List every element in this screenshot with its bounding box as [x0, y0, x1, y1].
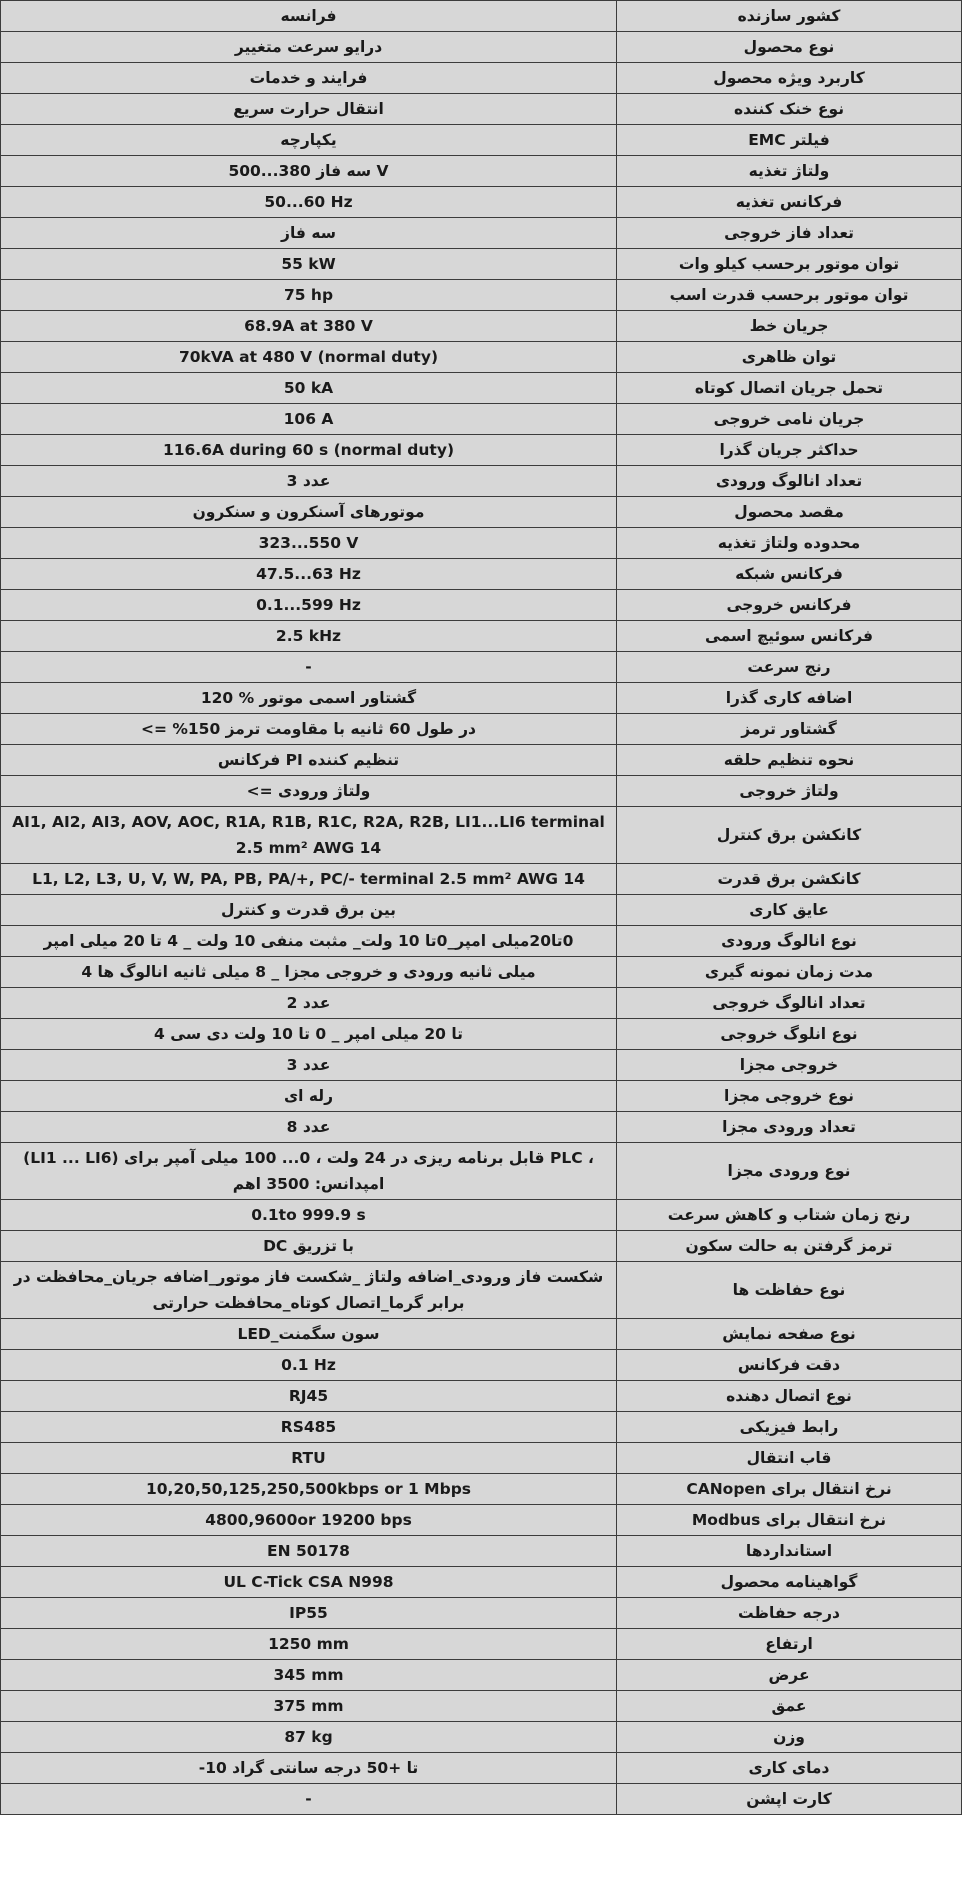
spec-value-text: 70kVA at 480 V (normal duty) — [178, 348, 439, 366]
spec-value — [1, 1536, 617, 1567]
spec-value: بین برق قدرت و کنترل — [1, 895, 617, 926]
spec-value — [1, 311, 617, 342]
table-row — [1, 1691, 962, 1722]
spec-label: نوع خروجی مجزا — [617, 1081, 962, 1112]
spec-value — [1, 280, 617, 311]
spec-label: گواهینامه محصول — [617, 1567, 962, 1598]
spec-label: جریان نامی خروجی — [617, 404, 962, 435]
spec-label: خروجی مجزا — [617, 1050, 962, 1081]
spec-label: نحوه تنظیم حلقه — [617, 745, 962, 776]
table-row — [1, 1536, 962, 1567]
spec-value-text: سه فاز 380...500 V — [228, 162, 389, 180]
spec-value — [1, 1598, 617, 1629]
table-row — [1, 342, 962, 373]
spec-value: موتورهای آسنکرون و سنکرون — [1, 497, 617, 528]
spec-value-text: 10,20,50,125,250,500kbps or 1 Mbps — [145, 1480, 472, 1498]
spec-value — [1, 864, 617, 895]
spec-label: فرکانس شبکه — [617, 559, 962, 590]
spec-value: فرایند و خدمات — [1, 63, 617, 94]
spec-value — [1, 1381, 617, 1412]
spec-label: تحمل جریان اتصال کوتاه — [617, 373, 962, 404]
spec-value: درایو سرعت متغییر — [1, 32, 617, 63]
table-row — [1, 590, 962, 621]
spec-value: ، PLC قابل برنامه ریزی در 24 ولت ، 0... 100 میلی آمپر برای (LI1 ... LI6) امپدانس: 3500 اهم — [1, 1143, 617, 1200]
spec-value: سون سگمنت_LED — [1, 1319, 617, 1350]
table-row — [1, 125, 962, 156]
spec-label: رنج سرعت — [617, 652, 962, 683]
spec-value — [1, 187, 617, 218]
spec-label: نوع خنک کننده — [617, 94, 962, 125]
table-row — [1, 683, 962, 714]
spec-value-text: RS485 — [280, 1418, 337, 1436]
spec-label: وزن — [617, 1722, 962, 1753]
spec-value: 0تا20میلی امپر_0تا 10 ولت_ مثبت منفی 10 ولت _ 4 تا 20 میلی امپر — [1, 926, 617, 957]
spec-value-text: 87 kg — [284, 1728, 333, 1746]
spec-value — [1, 1722, 617, 1753]
spec-label: ولتاژ تغذیه — [617, 156, 962, 187]
spec-label: عایق کاری — [617, 895, 962, 926]
spec-label: رنج زمان شتاب و کاهش سرعت — [617, 1200, 962, 1231]
table-row — [1, 621, 962, 652]
spec-value: - — [1, 1784, 617, 1815]
spec-label: کارت اپشن — [617, 1784, 962, 1815]
spec-label: فیلتر EMC — [617, 125, 962, 156]
spec-value — [1, 156, 617, 187]
table-row — [1, 895, 962, 926]
spec-value — [1, 249, 617, 280]
spec-label: اضافه کاری گذرا — [617, 683, 962, 714]
table-row — [1, 776, 962, 807]
spec-value — [1, 1505, 617, 1536]
spec-label: کانکشن برق قدرت — [617, 864, 962, 895]
table-row — [1, 1081, 962, 1112]
spec-value — [1, 1412, 617, 1443]
spec-value — [1, 1200, 617, 1231]
table-row — [1, 1350, 962, 1381]
table-row — [1, 528, 962, 559]
spec-label: محدوده ولتاژ تغذیه — [617, 528, 962, 559]
spec-value-text: 0.1 Hz — [281, 1356, 336, 1374]
spec-value — [1, 590, 617, 621]
spec-value: عدد 3 — [1, 466, 617, 497]
table-row — [1, 988, 962, 1019]
spec-value: سه فاز — [1, 218, 617, 249]
table-row — [1, 745, 962, 776]
spec-value — [1, 1567, 617, 1598]
spec-value: با تزریق DC — [1, 1231, 617, 1262]
table-row — [1, 1262, 962, 1319]
spec-label: تعداد انالوگ ورودی — [617, 466, 962, 497]
spec-label: کاربرد ویژه محصول — [617, 63, 962, 94]
spec-value: ولتاژ ورودی => — [1, 776, 617, 807]
spec-value — [1, 1660, 617, 1691]
spec-value — [1, 1629, 617, 1660]
spec-value: عدد 3 — [1, 1050, 617, 1081]
spec-value: عدد 2 — [1, 988, 617, 1019]
spec-label: فرکانس سوئیچ اسمی — [617, 621, 962, 652]
spec-label: فرکانس تغذیه — [617, 187, 962, 218]
spec-value-text: 0.1...599 Hz — [256, 596, 361, 614]
spec-value: انتقال حرارت سریع — [1, 94, 617, 125]
spec-value-text: 323...550 V — [258, 534, 359, 552]
spec-value: عدد 8 — [1, 1112, 617, 1143]
spec-value: تا 20 میلی امپر _ 0 تا 10 ولت دی سی 4 — [1, 1019, 617, 1050]
spec-value-text: 375 mm — [273, 1697, 344, 1715]
spec-label: توان موتور برحسب کیلو وات — [617, 249, 962, 280]
table-row — [1, 280, 962, 311]
spec-label: نوع انالوگ ورودی — [617, 926, 962, 957]
table-row — [1, 1019, 962, 1050]
spec-value-text: 106 A — [283, 410, 334, 428]
spec-label: مقصد محصول — [617, 497, 962, 528]
table-row — [1, 32, 962, 63]
table-row — [1, 1231, 962, 1262]
spec-label: ولتاژ خروجی — [617, 776, 962, 807]
spec-value-text: 0.1to 999.9 s — [251, 1206, 366, 1224]
spec-value: یکپارچه — [1, 125, 617, 156]
spec-value — [1, 435, 617, 466]
spec-label: جریان خط — [617, 311, 962, 342]
table-row — [1, 1784, 962, 1815]
spec-value-text: UL C-Tick CSA N998 — [223, 1573, 394, 1591]
table-row — [1, 156, 962, 187]
spec-value-text: 4800,9600or 19200 bps — [205, 1511, 412, 1529]
spec-value: گشتاور اسمی موتور % 120 — [1, 683, 617, 714]
spec-value — [1, 1474, 617, 1505]
table-row — [1, 1, 962, 32]
spec-value — [1, 342, 617, 373]
spec-label: نوع صفحه نمایش — [617, 1319, 962, 1350]
table-row — [1, 94, 962, 125]
spec-label: کانکشن برق کنترل — [617, 807, 962, 864]
table-row — [1, 1319, 962, 1350]
spec-label: ترمز گرفتن به حالت سکون — [617, 1231, 962, 1262]
spec-value — [1, 1443, 617, 1474]
spec-label: تعداد انالوگ خروجی — [617, 988, 962, 1019]
spec-label: نوع ورودی مجزا — [617, 1143, 962, 1200]
spec-label: قاب انتقال — [617, 1443, 962, 1474]
spec-label: دمای کاری — [617, 1753, 962, 1784]
table-row — [1, 1660, 962, 1691]
spec-value-text: 2.5 kHz — [275, 627, 342, 645]
spec-value-text: 116.6A during 60 s (normal duty) — [162, 441, 455, 459]
spec-value-text: 50 kA — [283, 379, 334, 397]
table-row — [1, 187, 962, 218]
spec-value — [1, 1691, 617, 1722]
table-row — [1, 1753, 962, 1784]
spec-value-text: L1, L2, L3, U, V, W, PA, PB, PA/+, PC/- terminal 2.5 mm² AWG 14 — [32, 870, 585, 888]
spec-label: فرکانس خروجی — [617, 590, 962, 621]
spec-label: نوع انلوگ خروجی — [617, 1019, 962, 1050]
spec-value: تنظیم کننده PI فرکانس — [1, 745, 617, 776]
table-row — [1, 1050, 962, 1081]
spec-label: عمق — [617, 1691, 962, 1722]
spec-value-text: 55 kW — [281, 255, 336, 273]
table-row — [1, 63, 962, 94]
spec-value-text: 1250 mm — [268, 1635, 349, 1653]
table-row — [1, 1443, 962, 1474]
spec-label: حداکثر جریان گذرا — [617, 435, 962, 466]
table-row — [1, 218, 962, 249]
spec-value: میلی ثانیه ورودی و خروجی مجزا _ 8 میلی ثانیه انالوگ ها 4 — [1, 957, 617, 988]
spec-value: رله ای — [1, 1081, 617, 1112]
spec-value-text: EN 50178 — [267, 1542, 350, 1560]
table-row — [1, 864, 962, 895]
table-row — [1, 373, 962, 404]
spec-label: استانداردها — [617, 1536, 962, 1567]
spec-value — [1, 404, 617, 435]
spec-value-text: 47.5...63 Hz — [256, 565, 361, 583]
table-row — [1, 249, 962, 280]
table-row — [1, 497, 962, 528]
spec-label: درجه حفاظت — [617, 1598, 962, 1629]
spec-label: نوع اتصال دهنده — [617, 1381, 962, 1412]
spec-value — [1, 559, 617, 590]
table-row — [1, 1143, 962, 1200]
table-row — [1, 926, 962, 957]
spec-value-text: IP55 — [289, 1604, 328, 1622]
spec-label: نرخ انتقال برای Modbus — [617, 1505, 962, 1536]
spec-label: ارتفاع — [617, 1629, 962, 1660]
table-row — [1, 1505, 962, 1536]
table-row — [1, 1412, 962, 1443]
spec-value: فرانسه — [1, 1, 617, 32]
spec-value-text: 345 mm — [273, 1666, 344, 1684]
spec-value-text: AI1, AI2, AI3, AOV, AOC, R1A, R1B, R1C, R2A, R2B, LI1...LI6 terminal 2.5 mm² AWG 14 — [12, 813, 605, 857]
spec-value-text: 50...60 Hz — [264, 193, 353, 211]
table-row — [1, 1381, 962, 1412]
spec-label: تعداد فاز خروجی — [617, 218, 962, 249]
spec-label: تعداد ورودی مجزا — [617, 1112, 962, 1143]
spec-value: در طول 60 ثانیه با مقاومت ترمز 150% => — [1, 714, 617, 745]
spec-value — [1, 621, 617, 652]
table-row — [1, 807, 962, 864]
table-row — [1, 404, 962, 435]
spec-label: توان ظاهری — [617, 342, 962, 373]
spec-table-body — [1, 1, 962, 1815]
table-row — [1, 714, 962, 745]
spec-label: کشور سازنده — [617, 1, 962, 32]
spec-value — [1, 807, 617, 864]
table-row — [1, 1474, 962, 1505]
table-row — [1, 1722, 962, 1753]
spec-label: نرخ انتقال برای CANopen — [617, 1474, 962, 1505]
spec-label: گشتاور ترمز — [617, 714, 962, 745]
table-row — [1, 311, 962, 342]
spec-value: - — [1, 652, 617, 683]
spec-value-text: 75 hp — [283, 286, 334, 304]
spec-value: تا +50 درجه سانتی گراد 10- — [1, 1753, 617, 1784]
table-row — [1, 957, 962, 988]
spec-value — [1, 373, 617, 404]
spec-label: توان موتور برحسب قدرت اسب — [617, 280, 962, 311]
table-row — [1, 1567, 962, 1598]
table-row — [1, 1112, 962, 1143]
spec-value — [1, 528, 617, 559]
table-row — [1, 1200, 962, 1231]
spec-value-text: 68.9A at 380 V — [244, 317, 373, 335]
spec-value: شکست فاز ورودی_اضافه ولتاژ _شکست فاز موتور_اضافه جریان_محافظت در برابر گرما_اتصال کوتاه_محافظت حرارتی — [1, 1262, 617, 1319]
spec-label: نوع حفاظت ها — [617, 1262, 962, 1319]
spec-label: دقت فرکانس — [617, 1350, 962, 1381]
spec-label: رابط فیزیکی — [617, 1412, 962, 1443]
table-row — [1, 559, 962, 590]
table-row — [1, 652, 962, 683]
table-row — [1, 435, 962, 466]
spec-value — [1, 1350, 617, 1381]
spec-label: نوع محصول — [617, 32, 962, 63]
table-row — [1, 466, 962, 497]
table-row — [1, 1598, 962, 1629]
spec-value-text: RTU — [291, 1449, 326, 1467]
spec-value-text: RJ45 — [288, 1387, 329, 1405]
spec-label: مدت زمان نمونه گیری — [617, 957, 962, 988]
spec-label: عرض — [617, 1660, 962, 1691]
table-row — [1, 1629, 962, 1660]
